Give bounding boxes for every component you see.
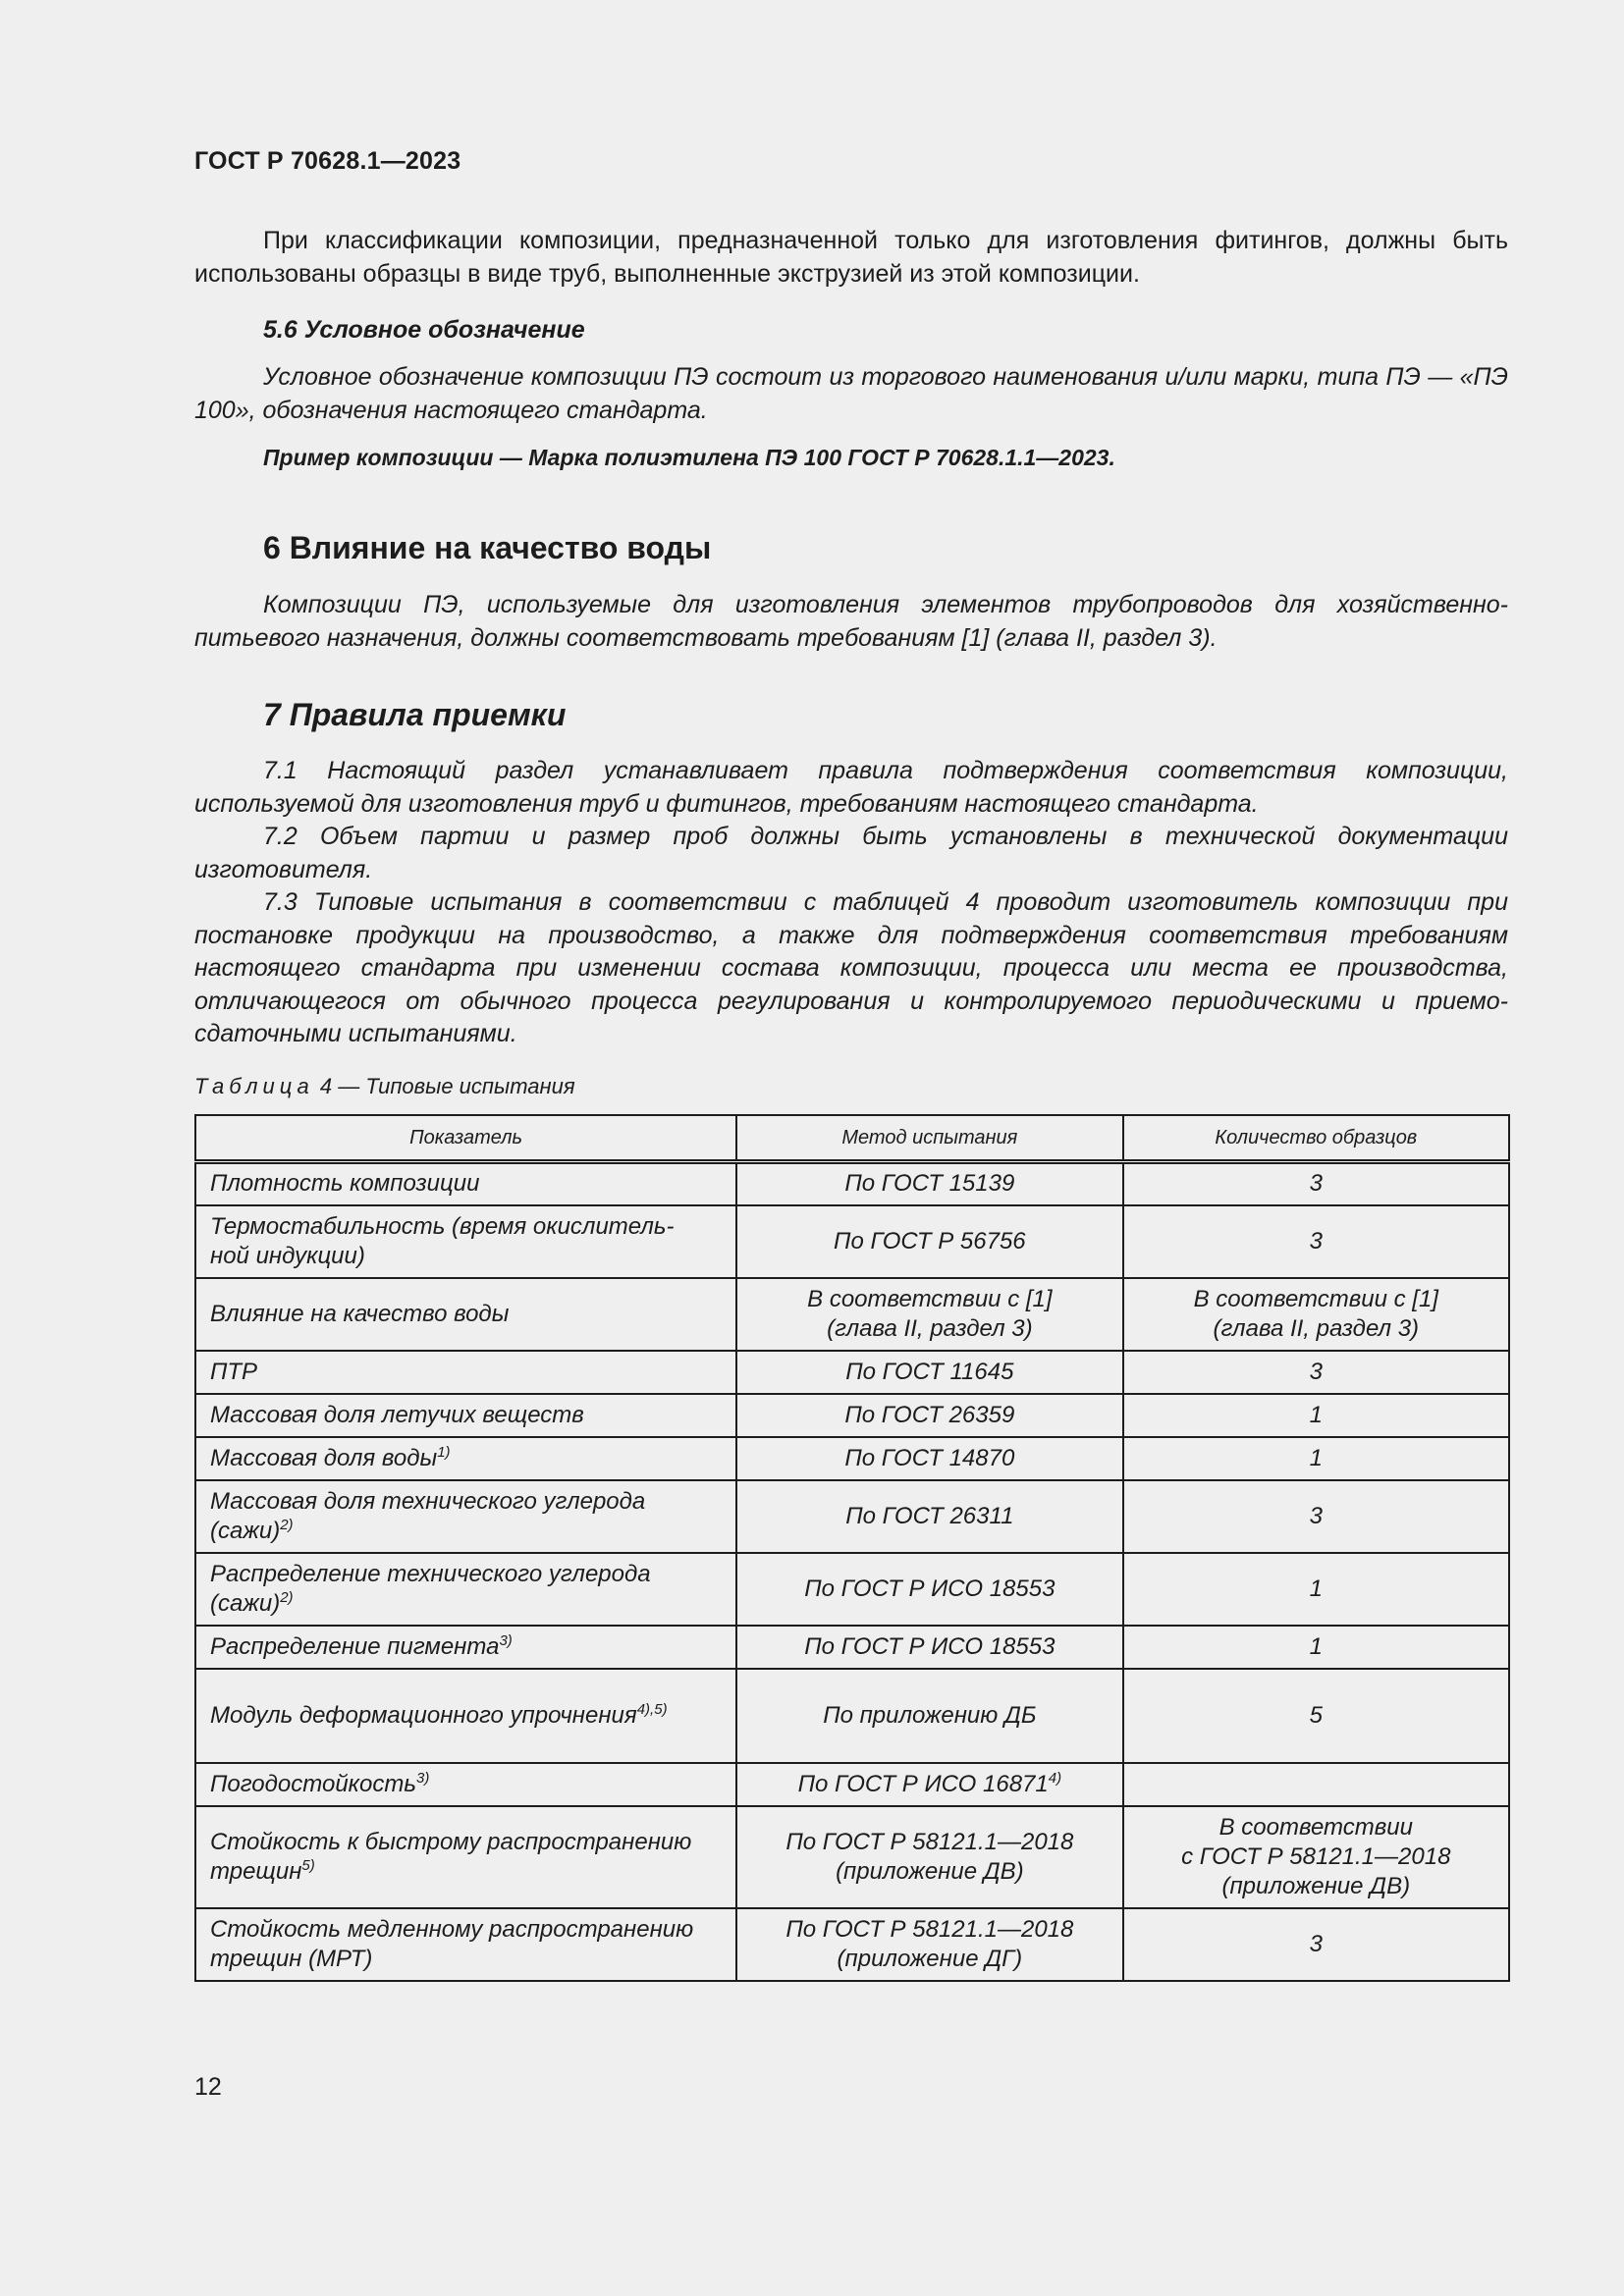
cell-method-line (751, 1701, 1108, 1731)
table-row (195, 1278, 1509, 1351)
cell-indicator-text: Погодостойкость (210, 1770, 416, 1797)
cell-indicator-text: Стойкость к быстрому распространению (210, 1828, 692, 1855)
cell-indicator-line (210, 1358, 722, 1387)
cell-indicator-line (210, 1828, 722, 1857)
cell-indicator (195, 1669, 736, 1763)
section-7-3-paragraph: 7.3 Типовые испытания в соответствии с таблицей 4 проводит изготовитель композиции при постановке продукции на производство, а также для подтверждения соответствия требованиям настоящего стандарта при изменении состава композиции, процесса или места ее производства, отличающегося от обычного процесса регулирования и контролируемого периодическими и приемо-сдаточными испытаниями. (194, 888, 1508, 1047)
cell-count-line (1138, 1444, 1494, 1473)
section-5-6-example: Пример композиции — Марка полиэтилена ПЭ 100 ГОСТ Р 70628.1.1—2023. (263, 445, 1115, 470)
cell-count-text: с ГОСТ Р 58121.1—2018 (1181, 1842, 1451, 1870)
cell-method-line (751, 1502, 1108, 1531)
cell-method-line (751, 1915, 1108, 1945)
cell-indicator-text: Массовая доля летучих веществ (210, 1401, 584, 1428)
cell-method (736, 1162, 1122, 1205)
cell-indicator-line (210, 1444, 722, 1473)
cell-indicator-line (210, 1517, 722, 1546)
cell-indicator-text: Плотность композиции (210, 1170, 480, 1198)
column-header-indicator: Показатель (195, 1115, 736, 1162)
table-4 (194, 1114, 1510, 1982)
cell-count (1123, 1553, 1509, 1626)
section-7-2-paragraph: 7.2 Объем партии и размер проб должны быть установлены в технической документации изготовителя. (194, 823, 1508, 883)
cell-indicator-text: ПТР (210, 1358, 258, 1385)
cell-method (736, 1806, 1122, 1908)
cell-method-line (751, 1444, 1108, 1473)
cell-method (736, 1278, 1122, 1351)
cell-indicator (195, 1162, 736, 1205)
table-row (195, 1669, 1509, 1763)
cell-count-text: 1 (1309, 1632, 1323, 1660)
cell-indicator-line (210, 1401, 722, 1430)
cell-method (736, 1394, 1122, 1437)
cell-method-text: По ГОСТ Р 58121.1—2018 (785, 1915, 1074, 1943)
cell-method-line (751, 1314, 1108, 1344)
cell-method-text: (приложение ДВ) (836, 1857, 1024, 1885)
cell-method-line (751, 1828, 1108, 1857)
cell-count (1123, 1437, 1509, 1480)
cell-method-line (751, 1857, 1108, 1887)
cell-method-line (751, 1770, 1108, 1799)
table-row (195, 1394, 1509, 1437)
cell-count (1123, 1394, 1509, 1437)
table-row (195, 1480, 1509, 1553)
cell-method (736, 1626, 1122, 1669)
cell-count (1123, 1480, 1509, 1553)
cell-method-text: По ГОСТ Р ИСО 18553 (804, 1575, 1056, 1602)
cell-count-text: 1 (1309, 1401, 1323, 1428)
cell-method-text: По ГОСТ Р 56756 (834, 1227, 1026, 1255)
cell-indicator-line (210, 1300, 722, 1329)
cell-method (736, 1908, 1122, 1981)
cell-count-line (1138, 1502, 1494, 1531)
table-row (195, 1553, 1509, 1626)
cell-count-text: 3 (1309, 1170, 1323, 1198)
footnote-ref: 1) (437, 1443, 451, 1461)
table-4-caption (194, 1074, 575, 1099)
cell-method (736, 1480, 1122, 1553)
cell-method-text: В соответствии с [1] (807, 1285, 1053, 1312)
page-number: 12 (194, 2073, 222, 2101)
table-caption-title: 4 — Типовые испытания (319, 1074, 575, 1098)
cell-count (1123, 1351, 1509, 1394)
cell-method-line (751, 1401, 1108, 1430)
cell-count-text: 5 (1309, 1701, 1323, 1729)
cell-indicator-line (210, 1212, 722, 1242)
cell-indicator (195, 1763, 736, 1806)
cell-count-text: 3 (1309, 1930, 1323, 1957)
cell-count-text: 3 (1309, 1502, 1323, 1529)
table-caption-word: Таблица (194, 1074, 314, 1098)
cell-count-text: 1 (1309, 1444, 1323, 1471)
cell-indicator-text: трещин (МРТ) (210, 1945, 373, 1972)
cell-count-line (1138, 1314, 1494, 1344)
cell-count (1123, 1205, 1509, 1278)
cell-method (736, 1669, 1122, 1763)
cell-indicator-text: Распределение пигмента (210, 1632, 500, 1660)
section-7-1-paragraph: 7.1 Настоящий раздел устанавливает правила подтверждения соответствия композиции, используемой для изготовления труб и фитингов, требованиям настоящего стандарта. (194, 757, 1508, 818)
cell-indicator-text: ной индукции) (210, 1242, 365, 1269)
cell-count-line (1138, 1872, 1494, 1901)
cell-method-text: По ГОСТ Р ИСО 16871 (797, 1770, 1049, 1797)
cell-method-line (751, 1358, 1108, 1387)
cell-method-text: (приложение ДГ) (837, 1945, 1023, 1972)
cell-indicator-line (210, 1632, 722, 1662)
cell-indicator-text: Модуль деформационного упрочнения (210, 1701, 637, 1729)
cell-count (1123, 1669, 1509, 1763)
cell-count-line (1138, 1813, 1494, 1842)
cell-method-line (751, 1575, 1108, 1604)
cell-count-line (1138, 1632, 1494, 1662)
column-header-method: Метод испытания (736, 1115, 1122, 1162)
cell-count (1123, 1908, 1509, 1981)
cell-method-line (751, 1285, 1108, 1314)
cell-method-line (751, 1227, 1108, 1256)
cell-indicator-line (210, 1770, 722, 1799)
cell-indicator-text: Распределение технического углерода (210, 1560, 651, 1587)
cell-method-text: По ГОСТ Р 58121.1—2018 (785, 1828, 1074, 1855)
cell-method-text: По ГОСТ 14870 (844, 1444, 1015, 1471)
table-row (195, 1351, 1509, 1394)
cell-count-line (1138, 1842, 1494, 1872)
cell-count-line (1138, 1358, 1494, 1387)
cell-method (736, 1205, 1122, 1278)
cell-count-line (1138, 1575, 1494, 1604)
cell-method-text: По ГОСТ Р ИСО 18553 (804, 1632, 1056, 1660)
table-row (195, 1763, 1509, 1806)
cell-indicator-line (210, 1589, 722, 1619)
cell-indicator-line (210, 1857, 722, 1887)
cell-method-text: По ГОСТ 15139 (844, 1170, 1015, 1198)
cell-count-text: (глава II, раздел 3) (1213, 1314, 1420, 1342)
document-header-id: ГОСТ Р 70628.1—2023 (194, 147, 461, 175)
cell-indicator-line (210, 1560, 722, 1589)
table-row (195, 1626, 1509, 1669)
cell-count-text: 1 (1309, 1575, 1323, 1602)
cell-indicator (195, 1480, 736, 1553)
table-header-row (195, 1115, 1509, 1162)
cell-count (1123, 1806, 1509, 1908)
table-row (195, 1205, 1509, 1278)
section-5-6-title: 5.6 Условное обозначение (263, 316, 585, 344)
cell-count-text: В соответствии (1218, 1813, 1413, 1841)
footnote-ref: 2) (280, 1516, 294, 1533)
intro-paragraph: При классификации композиции, предназначенной только для изготовления фитингов, должны быть использованы образцы в виде труб, выполненные экструзией из этой композиции. (194, 227, 1508, 288)
cell-count-line (1138, 1401, 1494, 1430)
cell-indicator (195, 1806, 736, 1908)
cell-indicator-text: Влияние на качество воды (210, 1300, 510, 1327)
cell-indicator (195, 1437, 736, 1480)
cell-indicator-text: (сажи) (210, 1517, 281, 1544)
footnote-ref: 3) (499, 1631, 513, 1649)
cell-count-line (1138, 1701, 1494, 1731)
cell-indicator (195, 1278, 736, 1351)
cell-count-text: В соответствии с [1] (1193, 1285, 1438, 1312)
cell-method-line (751, 1169, 1108, 1199)
cell-indicator-line (210, 1701, 722, 1731)
section-7-title: 7 Правила приемки (263, 697, 567, 732)
cell-indicator-text: Стойкость медленному распространению (210, 1915, 694, 1943)
cell-count (1123, 1162, 1509, 1205)
cell-indicator-line (210, 1915, 722, 1945)
table-row (195, 1806, 1509, 1908)
cell-count-line (1138, 1930, 1494, 1959)
cell-indicator-line (210, 1487, 722, 1517)
cell-method (736, 1553, 1122, 1626)
cell-method (736, 1763, 1122, 1806)
table-row (195, 1162, 1509, 1205)
table-row (195, 1908, 1509, 1981)
footnote-ref: 4) (1048, 1769, 1062, 1787)
cell-count-line (1138, 1169, 1494, 1199)
column-header-count: Количество образцов (1123, 1115, 1509, 1162)
footnote-ref: 3) (415, 1769, 430, 1787)
cell-count-text: (приложение ДВ) (1221, 1872, 1411, 1899)
cell-method (736, 1437, 1122, 1480)
cell-indicator (195, 1394, 736, 1437)
cell-method-text: По ГОСТ 11645 (845, 1358, 1014, 1385)
section-6-title: 6 Влияние на качество воды (263, 530, 712, 565)
cell-count-text: 3 (1309, 1227, 1323, 1255)
cell-method-line (751, 1632, 1108, 1662)
cell-count (1123, 1278, 1509, 1351)
cell-indicator-line (210, 1169, 722, 1199)
cell-indicator-text: Термостабильность (время окислитель- (210, 1212, 675, 1240)
cell-indicator (195, 1205, 736, 1278)
cell-count-line (1138, 1285, 1494, 1314)
cell-method-line (751, 1945, 1108, 1974)
section-5-6-body: Условное обозначение композиции ПЭ состоит из торгового наименования и/или марки, типа ПЭ — «ПЭ 100», обозначения настоящего стандарта. (194, 363, 1508, 424)
cell-indicator-line (210, 1242, 722, 1271)
footnote-ref: 5) (301, 1856, 315, 1874)
cell-count (1123, 1626, 1509, 1669)
cell-method-text: (глава II, раздел 3) (827, 1314, 1033, 1342)
cell-count-line (1138, 1227, 1494, 1256)
cell-indicator-text: Массовая доля технического углерода (210, 1487, 646, 1515)
cell-indicator-text: трещин (210, 1857, 302, 1885)
cell-indicator (195, 1626, 736, 1669)
cell-method-text: По приложению ДБ (823, 1701, 1037, 1729)
cell-method-text: По ГОСТ 26359 (844, 1401, 1015, 1428)
footnote-ref: 2) (280, 1588, 294, 1606)
table-row (195, 1437, 1509, 1480)
cell-method-text: По ГОСТ 26311 (845, 1502, 1014, 1529)
cell-indicator-text: (сажи) (210, 1589, 281, 1617)
cell-indicator (195, 1351, 736, 1394)
cell-indicator (195, 1908, 736, 1981)
cell-indicator-line (210, 1945, 722, 1974)
cell-indicator-text: Массовая доля воды (210, 1444, 438, 1471)
cell-indicator (195, 1553, 736, 1626)
table-4-body (195, 1162, 1509, 1981)
cell-method (736, 1351, 1122, 1394)
section-6-body: Композиции ПЭ, используемые для изготовления элементов трубопроводов для хозяйственно-питьевого назначения, должны соответствовать требованиям [1] (глава II, раздел 3). (194, 591, 1508, 652)
footnote-ref: 4),5) (636, 1700, 668, 1718)
cell-count-text: 3 (1309, 1358, 1323, 1385)
cell-count (1123, 1763, 1509, 1806)
